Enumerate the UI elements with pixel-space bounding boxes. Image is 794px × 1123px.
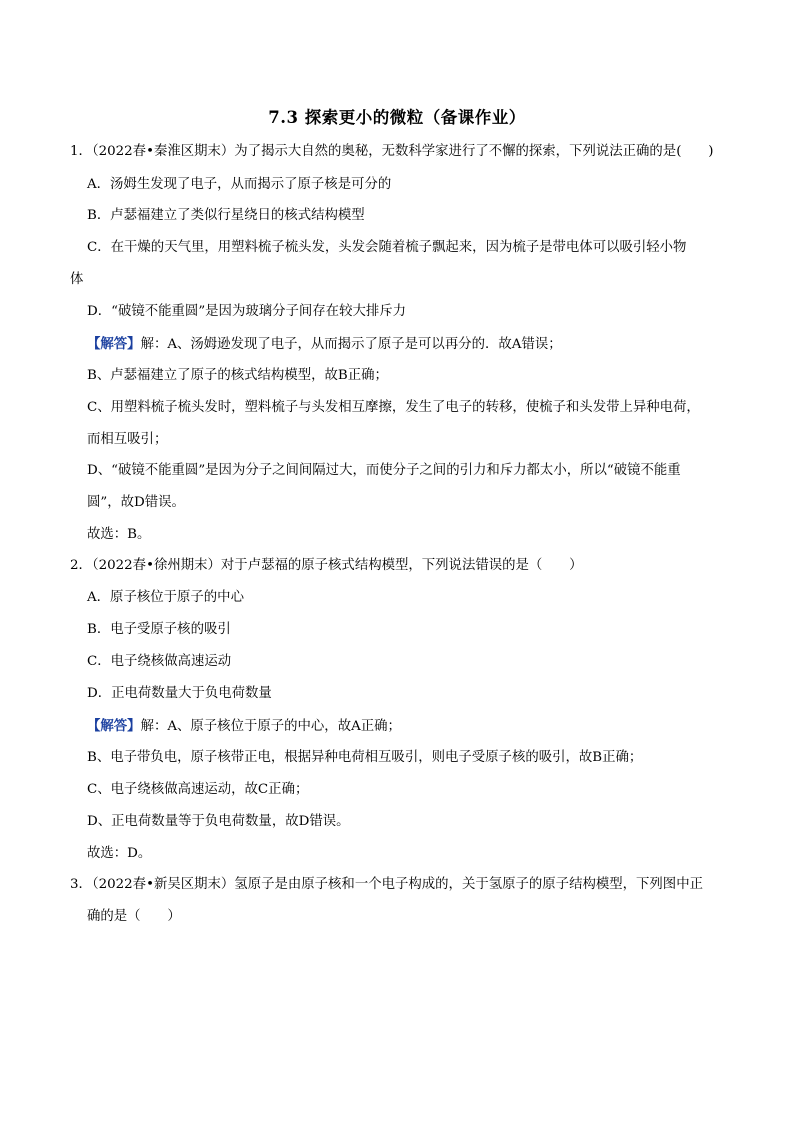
answer-text: 解：A、原子核位于原子的中心，故A正确； <box>140 719 401 734</box>
question-2-choice: 故选：D。 <box>87 846 152 861</box>
question-2-stem: 2．（2022春•徐州期末）对于卢瑟福的原子核式结构模型，下列说法错误的是（ ） <box>70 558 583 573</box>
question-1-stem: 1．（2022春•秦淮区期末）为了揭示大自然的奥秘，无数科学家进行了不懈的探索，下列说法正确的是( ) <box>70 144 714 159</box>
question-2-answer-line: D、正电荷数量等于负电荷数量，故D错误。 <box>87 814 350 829</box>
question-2-answer-line: B、电子带负电，原子核带正电，根据异种电荷相互吸引，则电子受原子核的吸引，故B正确； <box>87 750 643 765</box>
question-2-option-a: A．原子核位于原子的中心 <box>87 590 244 605</box>
question-1-answer <box>87 335 562 354</box>
page-title: 7.3 探索更小的微粒（备课作业） <box>268 108 526 127</box>
answer-tag: 【解答】 <box>87 336 141 352</box>
answer-tag: 【解答】 <box>87 718 141 734</box>
question-2-option-b: B．电子受原子核的吸引 <box>87 622 231 637</box>
question-1-answer-line: C、用塑料梳子梳头发时，塑料梳子与头发相互摩擦，发生了电子的转移，使梳子和头发带上异种电荷， <box>87 400 700 415</box>
question-2-option-c: C．电子绕核做高速运动 <box>87 654 232 669</box>
question-2-option-d: D．正电荷数量大于负电荷数量 <box>87 686 272 701</box>
question-1-answer-line: D、“破镜不能重圆”是因为分子之间间隔过大，而使分子之间的引力和斥力都太小，所以“破镜不能重 <box>87 463 681 478</box>
question-2-answer <box>87 717 401 736</box>
question-1-option-b: B．卢瑟福建立了类似行星绕日的核式结构模型 <box>87 208 365 223</box>
question-1-answer-line: 而相互吸引； <box>87 432 168 447</box>
question-2-answer-line: C、电子绕核做高速运动，故C正确； <box>87 782 309 797</box>
question-1-option-a: A．汤姆生发现了电子，从而揭示了原子核是可分的 <box>87 177 392 192</box>
question-1-option-c: C．在干燥的天气里，用塑料梳子梳头发，头发会随着梳子飘起来，因为梳子是带电体可以吸引轻小物 <box>87 240 687 255</box>
question-1-choice: 故选：B。 <box>87 527 151 542</box>
question-3-stem-continued: 确的是（ ） <box>87 909 181 924</box>
question-1-option-c-continued: 体 <box>70 272 84 287</box>
question-1-answer-line: 圆”，故D错误。 <box>87 495 185 510</box>
question-1-option-d: D．“破镜不能重圆”是因为玻璃分子间存在较大排斥力 <box>87 304 407 319</box>
question-1-answer-line: B、卢瑟福建立了原子的核式结构模型，故B正确； <box>87 368 388 383</box>
answer-text: 解：A、汤姆逊发现了电子，从而揭示了原子是可以再分的．故A错误； <box>140 337 562 352</box>
question-3-stem: 3．（2022春•新吴区期末）氢原子是由原子核和一个电子构成的，关于氢原子的原子结构模型，下列图中正 <box>70 877 703 892</box>
